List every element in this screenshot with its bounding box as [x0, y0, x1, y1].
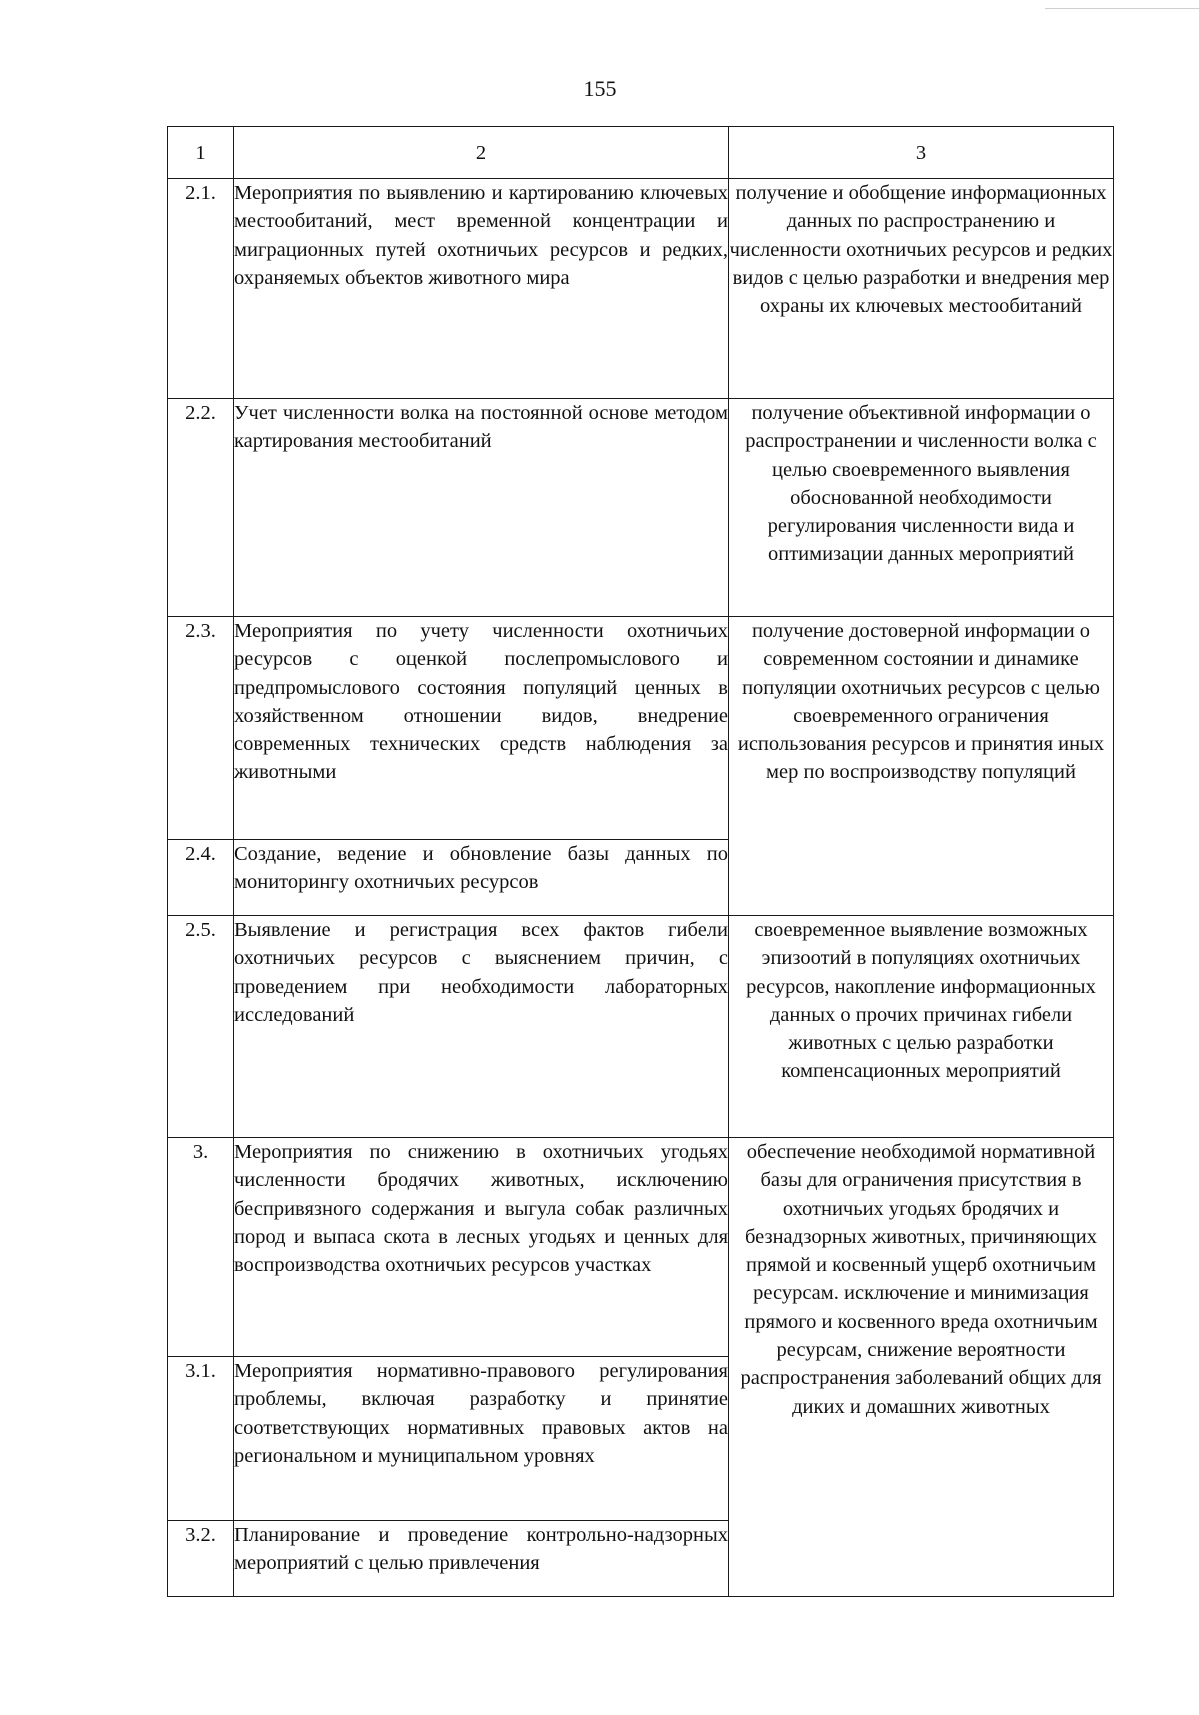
table-row [168, 399, 1114, 617]
measure-text: Мероприятия по учету численности охотничьих ресурсов с оценкой послепромыслового и предпромыслового состояния популяций ценных в хозяйственном отношении видов, внедрение современных технических средств наблюдения за животными [234, 617, 729, 840]
page-number: 155 [583, 76, 617, 101]
row-number: 3.2. [168, 1521, 234, 1597]
column-header: 1 [168, 127, 234, 179]
measure-text: Мероприятия нормативно-правового регулирования проблемы, включая разработку и принятие соответствующих нормативных правовых актов на региональном и муниципальном уровнях [234, 1357, 729, 1521]
result-text: получение достоверной информации о современном состоянии и динамике популяции охотничьих ресурсов с целью своевременного ограничения использования ресурсов и принятия иных мер по воспроизводству популяций [729, 617, 1114, 916]
measure-text: Планирование и проведение контрольно-надзорных мероприятий с целью привлечения [234, 1521, 729, 1597]
row-number: 2.1. [168, 179, 234, 399]
measure-text: Мероприятия по выявлению и картированию ключевых местообитаний, мест временной концентрации и миграционных путей охотничьих ресурсов и редких, охраняемых объектов животного мира [234, 179, 729, 399]
row-number: 3. [168, 1138, 234, 1357]
measure-text: Выявление и регистрация всех фактов гибели охотничьих ресурсов с выяснением причин, с проведением при необходимости лабораторных исследований [234, 916, 729, 1138]
measure-text: Создание, ведение и обновление базы данных по мониторингу охотничьих ресурсов [234, 840, 729, 916]
result-text: обеспечение необходимой нормативной базы для ограничения присутствия в охотничьих угодьях бродячих и безнадзорных животных, причиняющих прямой и косвенный ущерб охотничьим ресурсам. исключение и минимизация прямого и косвенного вреда охотничьим ресурсам, снижение вероятности распространения заболеваний общих для диких и домашних животных [729, 1138, 1114, 1597]
result-text: своевременное выявление возможных эпизоотий в популяциях охотничьих ресурсов, накопление информационных данных о прочих причинах гибели животных с целью разработки компенсационных мероприятий [729, 916, 1114, 1138]
table-row [168, 179, 1114, 399]
row-number: 2.5. [168, 916, 234, 1138]
column-header: 3 [729, 127, 1114, 179]
scan-edge-top [1045, 8, 1200, 9]
table-row [168, 916, 1114, 1138]
table-row [168, 617, 1114, 840]
row-number: 2.3. [168, 617, 234, 840]
measure-text: Учет численности волка на постоянной основе методом картирования местообитаний [234, 399, 729, 617]
result-text: получение и обобщение информационных данных по распространению и численности охотничьих ресурсов и редких видов с целью разработки и внедрения мер охраны их ключевых местообитаний [729, 179, 1114, 399]
row-number: 2.2. [168, 399, 234, 617]
row-number: 2.4. [168, 840, 234, 916]
column-header: 2 [234, 127, 729, 179]
row-number: 3.1. [168, 1357, 234, 1521]
table-header-row [168, 127, 1114, 179]
table-row [168, 1138, 1114, 1357]
result-text: получение объективной информации о распространении и численности волка с целью своевременного выявления обоснованной необходимости регулирования численности вида и оптимизации данных мероприятий [729, 399, 1114, 617]
measure-text: Мероприятия по снижению в охотничьих угодьях численности бродячих животных, исключению беспривязного содержания и выгула собак различных пород и выпаса скота в лесных угодьях и ценных для воспроизводства охотничьих ресурсов участках [234, 1138, 729, 1357]
measures-table [167, 126, 1114, 1597]
